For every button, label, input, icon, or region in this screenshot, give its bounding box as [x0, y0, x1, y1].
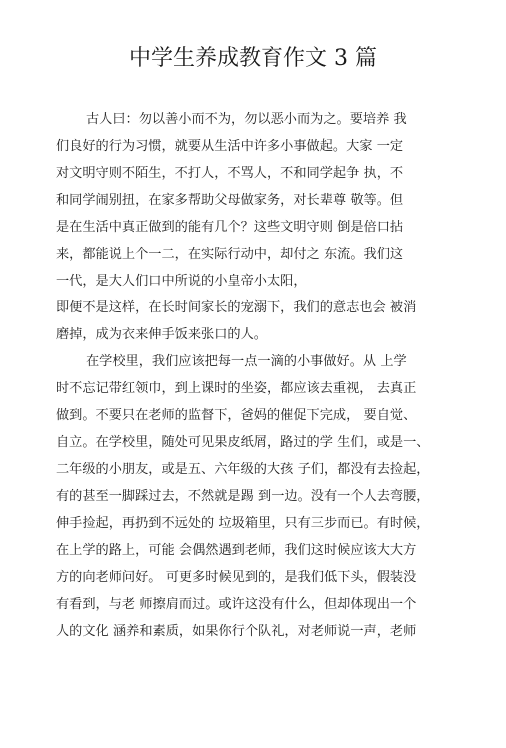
paragraph-line: 古人曰：勿以善小而不为，勿以恶小而为之。要培养 我	[86, 112, 407, 127]
paragraph-line: 二年级的小朋友，或是五、六年级的大孩 子们，都没有去捡起，	[56, 462, 430, 477]
paragraph-line: 来，都能说上个一二，在实际行动中，却付之 东流。我们这	[56, 247, 404, 262]
paragraph-line: 有的甚至一脚踩过去，不然就是踢 到一边。没有一个人去弯腰，	[56, 489, 430, 504]
paragraph-line: 即便不是这样，在长时间家长的宠溺下，我们的意志也会 被消	[56, 300, 417, 315]
document-title: 中学生养成教育作文 3 篇	[129, 46, 377, 71]
paragraph-line: 时不忘记带红领巾，到上课时的坐姿，都应该去重视， 去真正	[56, 381, 417, 396]
paragraph-line: 有看到，与老 师擦肩而过。或许这没有什么，但却体现出一个	[56, 597, 417, 612]
paragraph-line: 和同学闹别扭，在家多帮助父母做家务，对长辈尊 敬等。但	[56, 193, 404, 208]
paragraph-line: 人的文化 涵养和素质，如果你行个队礼，对老师说一声，老师	[56, 624, 417, 639]
paragraph-line: 方的向老师问好。 可更多时候见到的，是我们低下头，假装没	[56, 570, 417, 585]
paragraph-line: 对文明守则不陌生，不打人，不骂人，不和同学起争 执，不	[56, 166, 404, 181]
paragraph-line: 做到。不要只在老师的监督下，爸妈的催促下完成， 要自觉、	[56, 408, 417, 423]
paragraph-line: 在学校里，我们应该把每一点一滴的小事做好。从 上学	[86, 354, 407, 369]
paragraph-line: 是在生活中真正做到的能有几个？这些文明守则 倒是倍口拈	[56, 220, 404, 235]
paragraph-line: 磨掉，成为衣来伸手饭来张口的人。	[56, 327, 267, 342]
paragraph-line: 在上学的路上，可能 会偶然遇到老师，我们这时候应该大大方	[56, 543, 417, 558]
paragraph-line: 一代，是大人们口中所说的小皇帝小太阳，	[56, 274, 307, 289]
paragraph-line: 自立。在学校里，随处可见果皮纸屑，路过的学 生们，或是一、	[56, 435, 430, 450]
paragraph-line: 伸手捡起，再扔到不远处的 垃圾箱里，只有三步而已。有时候，	[56, 516, 430, 531]
paragraph-line: 们良好的行为习惯，就要从生活中许多小事做起。大家 一定	[56, 139, 404, 154]
